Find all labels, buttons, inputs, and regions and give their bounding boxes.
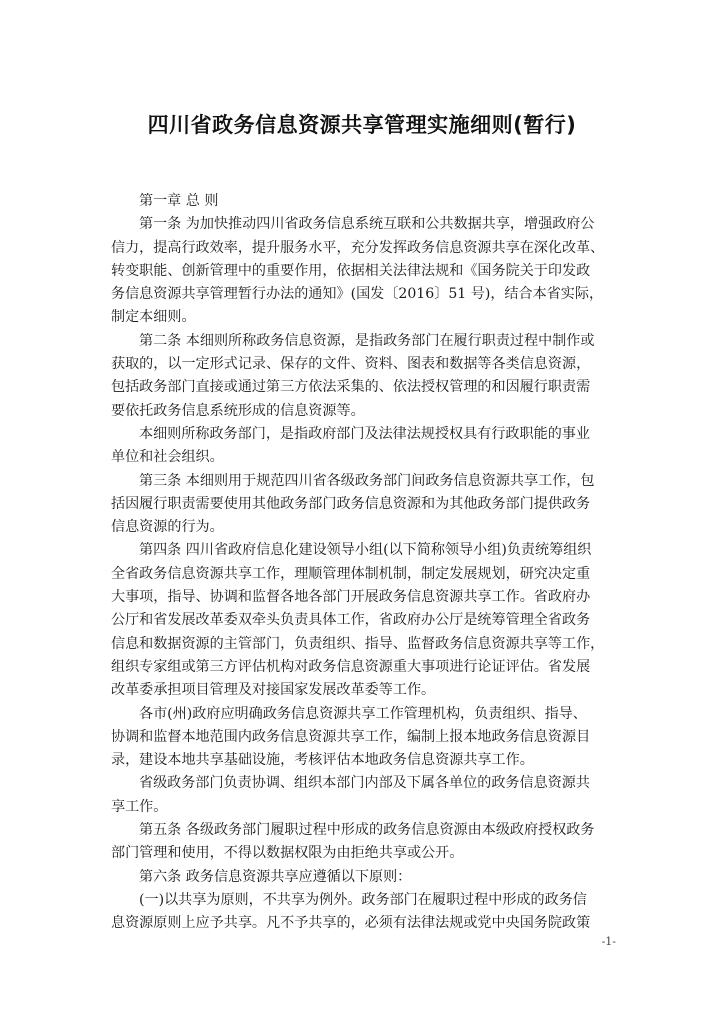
article-4-para-2-line-3: 录，建设本地共享基础设施，考核评估本地政务信息资源共享工作。 (111, 752, 534, 769)
article-2-para-2-line-2: 单位和社会组织。 (111, 449, 224, 466)
article-5-line-1: 第五条 各级政务部门履职过程中形成的政务信息资源由本级政府授权政务 (139, 822, 595, 839)
article-1-line-2: 信力，提高行政效率，提升服务水平，充分发挥政务信息资源共享在深化改革、 (111, 239, 605, 256)
article-3-line-1: 第三条 本细则用于规范四川省各级政务部门间政务信息资源共享工作，包 (139, 472, 595, 489)
article-2-line-1: 第二条 本细则所称政务信息资源，是指政务部门在履行职责过程中制作或 (139, 332, 595, 349)
article-4-line-3: 大事项，指导、协调和监督各地各部门开展政务信息资源共享工作。省政府办 (111, 589, 591, 606)
article-4-line-1: 第四条 四川省政府信息化建设领导小组(以下简称领导小组)负责统筹组织 (139, 542, 592, 559)
article-4-line-4: 公厅和省发展改革委双牵头负责具体工作，省政府办公厅是统筹管理全省政务 (111, 612, 591, 629)
article-6-item-1-line-2: 息资源原则上应予共享。凡不予共享的，必须有法律法规或党中央国务院政策 (111, 915, 591, 932)
document-body (111, 190, 631, 936)
article-6-line-1: 第六条 政务信息资源共享应遵循以下原则： (139, 868, 412, 885)
article-3-line-3: 信息资源的行为。 (111, 519, 224, 536)
article-4-line-5: 信息和数据资源的主管部门，负责组织、指导、监督政务信息资源共享等工作， (111, 635, 605, 652)
article-2-line-2: 获取的，以一定形式记录、保存的文件、资料、图表和数据等各类信息资源， (111, 356, 591, 373)
page-number: -1- (601, 935, 616, 948)
article-4-line-7: 改革委承担项目管理及对接国家发展改革委等工作。 (111, 682, 436, 699)
article-4-line-6: 组织专家组或第三方评估机构对政务信息资源重大事项进行论证评估。省发展 (111, 658, 591, 675)
article-4-line-2: 全省政务信息资源共享工作，理顺管理体制机制，制定发展规划，研究决定重 (111, 565, 591, 582)
article-6-item-1-line-1: (一)以共享为原则，不共享为例外。政务部门在履职过程中形成的政务信 (139, 891, 587, 908)
article-4-para-3-line-1: 省级政务部门负责协调、组织本部门内部及下属各单位的政务信息资源共 (139, 775, 590, 792)
article-2-line-3: 包括政务部门直接或通过第三方依法采集的、依法授权管理的和因履行职责需 (111, 379, 591, 396)
article-1-line-4: 务信息资源共享管理暂行办法的通知》(国发〔2016〕51 号)，结合本省实际， (111, 286, 604, 303)
document-title: 四川省政务信息资源共享管理实施细则(暂行) (147, 113, 577, 137)
article-2-line-4: 要依托政务信息系统形成的信息资源等。 (111, 402, 365, 419)
article-2-para-2-line-1: 本细则所称政务部门，是指政府部门及法律法规授权具有行政职能的事业 (139, 425, 590, 442)
chapter-heading: 第一章 总 则 (139, 193, 219, 209)
article-3-line-2: 括因履行职责需要使用其他政务部门政务信息资源和为其他政务部门提供政务 (111, 495, 591, 512)
article-4-para-2-line-1: 各市(州)政府应明确政务信息资源共享工作管理机构，负责组织、指导、 (139, 705, 587, 722)
article-4-para-2-line-2: 协调和监督本地范围内政务信息资源共享工作，编制上报本地政务信息资源目 (111, 728, 591, 745)
article-5-line-2: 部门管理和使用，不得以数据权限为由拒绝共享或公开。 (111, 845, 464, 862)
article-4-para-3-line-2: 享工作。 (111, 798, 168, 815)
article-1-line-1: 第一条 为加快推动四川省政务信息系统互联和公共数据共享，增强政府公 (139, 216, 595, 233)
article-1-line-3: 转变职能、创新管理中的重要作用，依据相关法律法规和《国务院关于印发政 (111, 262, 591, 279)
article-1-line-5: 制定本细则。 (111, 309, 196, 326)
